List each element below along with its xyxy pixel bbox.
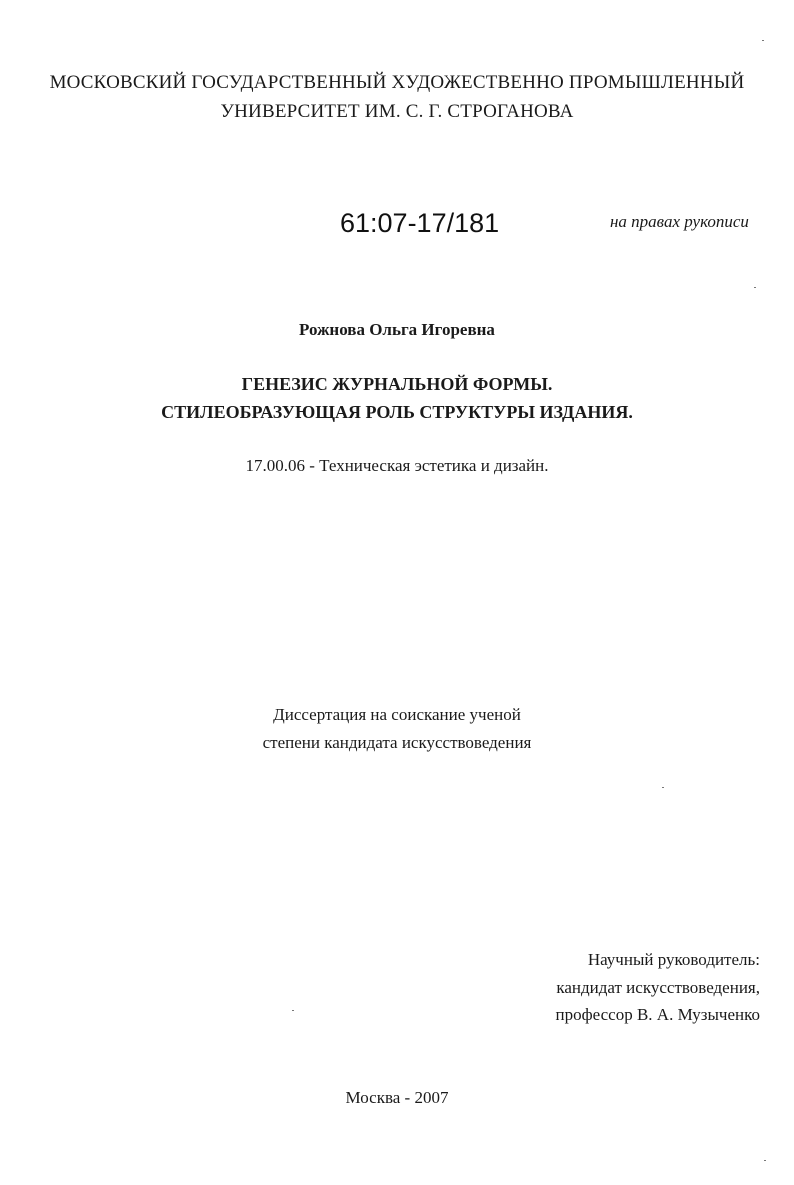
supervisor-name: профессор В. А. Музыченко [555, 1005, 760, 1024]
library-code-stamp: 61:07-17/181 [340, 208, 500, 238]
thesis-title-line-1: ГЕНЕЗИС ЖУРНАЛЬНОЙ ФОРМЫ. [241, 374, 553, 394]
supervisor-label: Научный руководитель: [587, 950, 760, 969]
dissertation-type-line-2: степени кандидата искусствоведения [262, 733, 532, 752]
university-name-line-1: МОСКОВСКИЙ ГОСУДАРСТВЕННЫЙ ХУДОЖЕСТВЕННО ПРОМЫШЛЕННЫЙ [49, 72, 745, 93]
scan-speck [764, 1160, 766, 1161]
dissertation-type-line-1: Диссертация на соискание ученой [273, 705, 521, 724]
specialty-code: 17.00.06 - Техническая эстетика и дизайн. [245, 456, 549, 475]
scan-speck [762, 40, 764, 41]
scan-speck [662, 787, 664, 788]
university-name-line-2: УНИВЕРСИТЕТ ИМ. С. Г. СТРОГАНОВА [220, 101, 574, 122]
thesis-title-line-2: СТИЛЕОБРАЗУЮЩАЯ РОЛЬ СТРУКТУРЫ ИЗДАНИЯ. [161, 402, 633, 422]
scan-speck [292, 1010, 294, 1011]
city-year: Москва - 2007 [345, 1088, 449, 1107]
scan-speck [754, 287, 756, 288]
manuscript-rights-note: на правах рукописи [610, 212, 749, 231]
author-name: Рожнова Ольга Игоревна [299, 320, 495, 339]
supervisor-degree: кандидат искусствоведения, [556, 978, 760, 997]
